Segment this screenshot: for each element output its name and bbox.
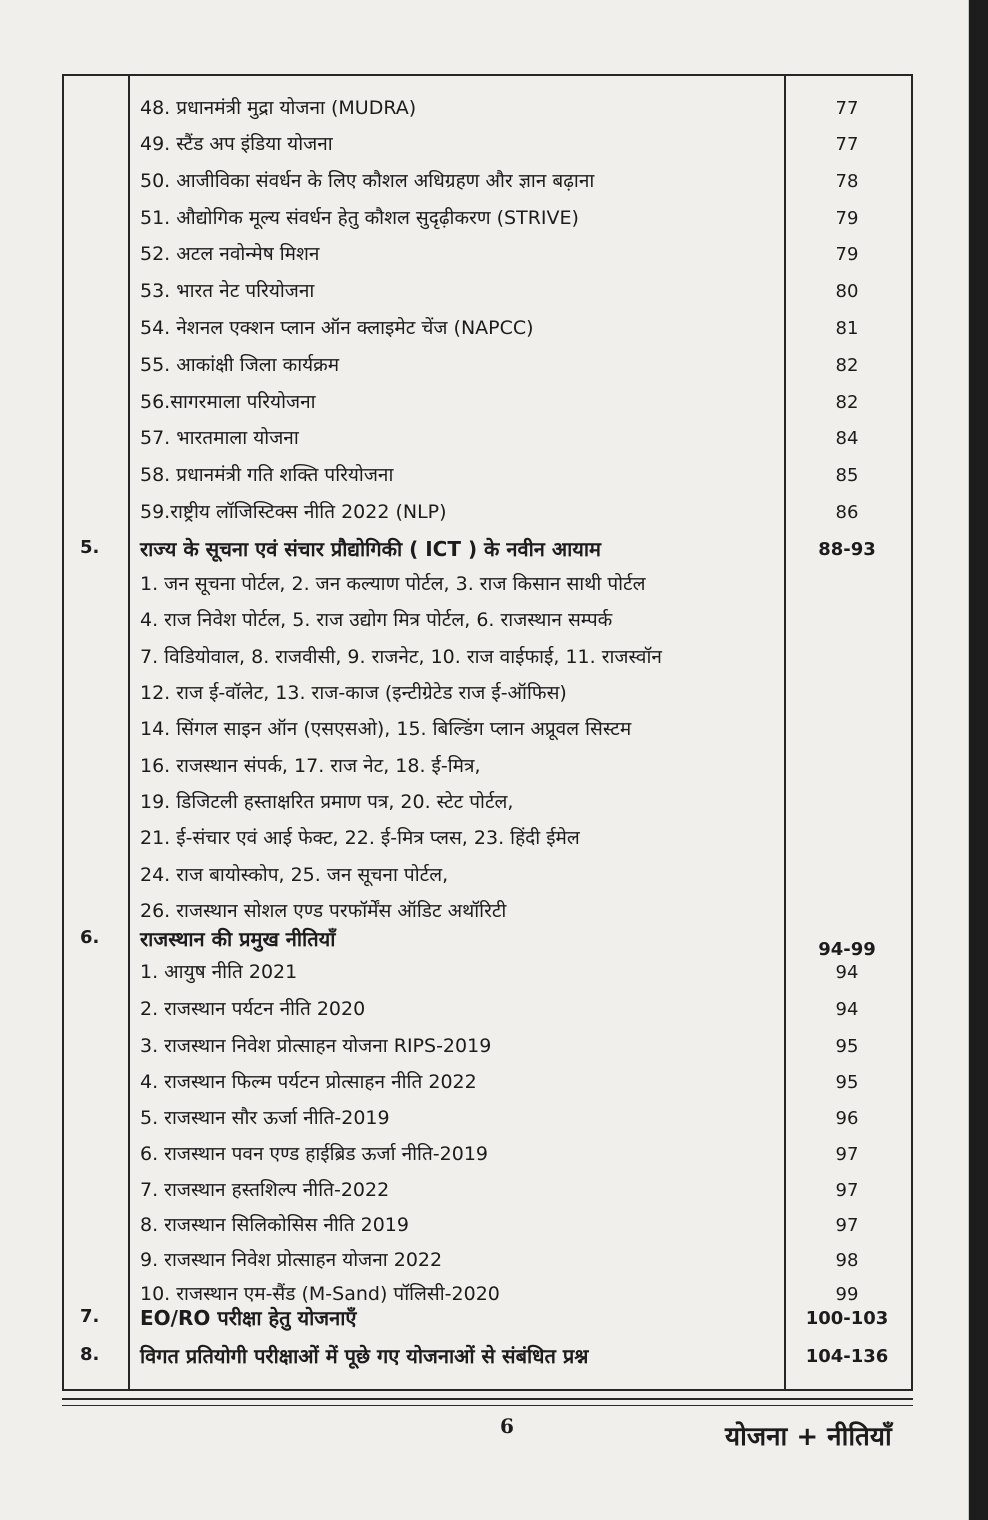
- entry-title: 9. राजस्थान निवेश प्रोत्साहन योजना 2022: [140, 1249, 443, 1271]
- contents-entry: [62, 496, 913, 526]
- page-reference: 79: [835, 208, 859, 229]
- contents-entry: [62, 568, 913, 598]
- contents-entry: [62, 349, 913, 379]
- contents-entry: [62, 956, 913, 986]
- entry-title: 55. आकांक्षी जिला कार्यक्रम: [140, 354, 340, 376]
- contents-entry: [62, 1102, 913, 1132]
- page-reference: 77: [835, 98, 859, 119]
- page-reference: 95: [835, 1072, 859, 1093]
- contents-entry: [62, 312, 913, 342]
- page-reference: 81: [835, 318, 859, 339]
- page-reference: 94: [835, 999, 859, 1020]
- contents-entry: [62, 202, 913, 232]
- contents-entry: [62, 641, 913, 671]
- entry-title: 50. आजीविका संवर्धन के लिए कौशल अधिग्रहण और ज्ञान बढ़ाना: [140, 170, 595, 192]
- contents-entry: [62, 822, 913, 852]
- entry-title: 1. आयुष नीति 2021: [140, 961, 298, 983]
- contents-entry: [62, 275, 913, 305]
- section-heading-row: [62, 1302, 913, 1332]
- page-reference: 104-136: [805, 1346, 889, 1367]
- page-reference: 80: [835, 281, 859, 302]
- entry-title: 49. स्टैंड अप इंडिया योजना: [140, 133, 333, 155]
- entry-title: 1. जन सूचना पोर्टल, 2. जन कल्याण पोर्टल, 3. राज किसान साथी पोर्टल: [140, 573, 646, 595]
- entry-title: 56.सागरमाला परियोजना: [140, 391, 316, 413]
- contents-entry: [62, 238, 913, 268]
- page-reference: 97: [835, 1180, 859, 1201]
- entry-title: 52. अटल नवोन्मेष मिशन: [140, 243, 320, 265]
- entry-title: 14. सिंगल साइन ऑन (एसएसओ), 15. बिल्डिंग प्लान अप्रूवल सिस्टम: [140, 718, 632, 740]
- entry-title: 59.राष्ट्रीय लॉजिस्टिक्स नीति 2022 (NLP): [140, 501, 447, 523]
- contents-entry: [62, 713, 913, 743]
- page-reference: 82: [835, 355, 859, 376]
- entry-title: 7. राजस्थान हस्तशिल्प नीति-2022: [140, 1179, 390, 1201]
- contents-entry: [62, 165, 913, 195]
- entry-title: 26. राजस्थान सोशल एण्ड परफॉर्मेंस ऑडिट अथॉरिटी: [140, 900, 507, 922]
- page-reference: 84: [835, 428, 859, 449]
- contents-entry: [62, 422, 913, 452]
- page-reference: 99: [835, 1284, 859, 1305]
- contents-entry: [62, 604, 913, 634]
- section-heading-row: [62, 533, 913, 563]
- contents-entry: [62, 677, 913, 707]
- entry-title: 24. राज बायोस्कोप, 25. जन सूचना पोर्टल,: [140, 864, 449, 886]
- contents-entry: [62, 993, 913, 1023]
- footer-rule: [62, 1398, 913, 1400]
- entry-title: EO/RO परीक्षा हेतु योजनाएँ: [140, 1306, 357, 1330]
- page-reference: 100-103: [805, 1308, 889, 1329]
- page-reference: 82: [835, 392, 859, 413]
- entry-title: 7. विडियोवाल, 8. राजवीसी, 9. राजनेट, 10. राज वाईफाई, 11. राजस्वॉन: [140, 646, 662, 668]
- entry-title: 58. प्रधानमंत्री गति शक्ति परियोजना: [140, 464, 394, 486]
- contents-entry: [62, 1174, 913, 1204]
- page-number: 6: [500, 1414, 514, 1438]
- page-reference: 77: [835, 134, 859, 155]
- entry-title: 2. राजस्थान पर्यटन नीति 2020: [140, 998, 366, 1020]
- section-number: 5.: [80, 537, 100, 558]
- section-number: 8.: [80, 1344, 100, 1365]
- entry-title: 51. औद्योगिक मूल्य संवर्धन हेतु कौशल सुदृढ़ीकरण (STRIVE): [140, 207, 579, 229]
- book-title: योजना + नीतियाँ: [725, 1422, 892, 1452]
- entry-title: 16. राजस्थान संपर्क, 17. राज नेट, 18. ई-मित्र,: [140, 755, 481, 777]
- entry-title: 4. राज निवेश पोर्टल, 5. राज उद्योग मित्र पोर्टल, 6. राजस्थान सम्पर्क: [140, 609, 613, 631]
- entry-title: 10. राजस्थान एम-सैंड (M-Sand) पॉलिसी-2020: [140, 1283, 500, 1305]
- footer-rule: [62, 1405, 913, 1406]
- contents-entry: [62, 1030, 913, 1060]
- page-reference: 97: [835, 1144, 859, 1165]
- contents-entry: [62, 1138, 913, 1168]
- contents-entry: [62, 459, 913, 489]
- section-heading-row: [62, 1340, 913, 1370]
- contents-entry: [62, 92, 913, 122]
- entry-title: 12. राज ई-वॉलेट, 13. राज-काज (इन्टीग्रेटेड राज ई-ऑफिस): [140, 682, 567, 704]
- page-reference: 96: [835, 1108, 859, 1129]
- section-number: 6.: [80, 927, 100, 948]
- page-reference: 94-99: [818, 939, 876, 960]
- entry-title: राज्य के सूचना एवं संचार प्रौद्योगिकी ( ICT ) के नवीन आयाम: [140, 537, 602, 561]
- entry-title: 21. ई-संचार एवं आई फेक्ट, 22. ई-मित्र प्लस, 23. हिंदी ईमेल: [140, 827, 580, 849]
- page-reference: 86: [835, 502, 859, 523]
- entry-title: 5. राजस्थान सौर ऊर्जा नीति-2019: [140, 1107, 390, 1129]
- contents-entry: [62, 750, 913, 780]
- page-reference: 85: [835, 465, 859, 486]
- page-reference: 98: [835, 1250, 859, 1271]
- section-heading-row: [62, 923, 913, 960]
- entry-title: 6. राजस्थान पवन एण्ड हाईब्रिड ऊर्जा नीति-2019: [140, 1143, 489, 1165]
- entry-title: 54. नेशनल एक्शन प्लान ऑन क्लाइमेट चेंज (NAPCC): [140, 317, 534, 339]
- page-reference: 79: [835, 244, 859, 265]
- page-reference: 97: [835, 1215, 859, 1236]
- entry-title: 57. भारतमाला योजना: [140, 427, 299, 449]
- entry-title: 3. राजस्थान निवेश प्रोत्साहन योजना RIPS-2019: [140, 1035, 492, 1057]
- contents-entry: [62, 895, 913, 925]
- page-reference: 88-93: [818, 539, 876, 560]
- entry-title: 4. राजस्थान फिल्म पर्यटन प्रोत्साहन नीति 2022: [140, 1071, 477, 1093]
- section-number: 7.: [80, 1306, 100, 1327]
- entry-title: राजस्थान की प्रमुख नीतियाँ: [140, 927, 336, 951]
- contents-entry: [62, 386, 913, 416]
- entry-title: विगत प्रतियोगी परीक्षाओं में पूछे गए योजनाओं से संबंधित प्रश्न: [140, 1344, 589, 1368]
- contents-entry: [62, 1209, 913, 1239]
- entry-title: 19. डिजिटली हस्ताक्षरित प्रमाण पत्र, 20. स्टेट पोर्टल,: [140, 791, 514, 813]
- contents-entry: [62, 859, 913, 889]
- contents-entry: [62, 786, 913, 816]
- page-reference: 95: [835, 1036, 859, 1057]
- page-reference: 78: [835, 171, 859, 192]
- contents-entry: [62, 1066, 913, 1096]
- entry-title: 8. राजस्थान सिलिकोसिस नीति 2019: [140, 1214, 409, 1236]
- entry-title: 48. प्रधानमंत्री मुद्रा योजना (MUDRA): [140, 97, 417, 119]
- page-reference: 94: [835, 962, 859, 983]
- contents-entry: [62, 1244, 913, 1274]
- contents-entry: [62, 128, 913, 158]
- entry-title: 53. भारत नेट परियोजना: [140, 280, 315, 302]
